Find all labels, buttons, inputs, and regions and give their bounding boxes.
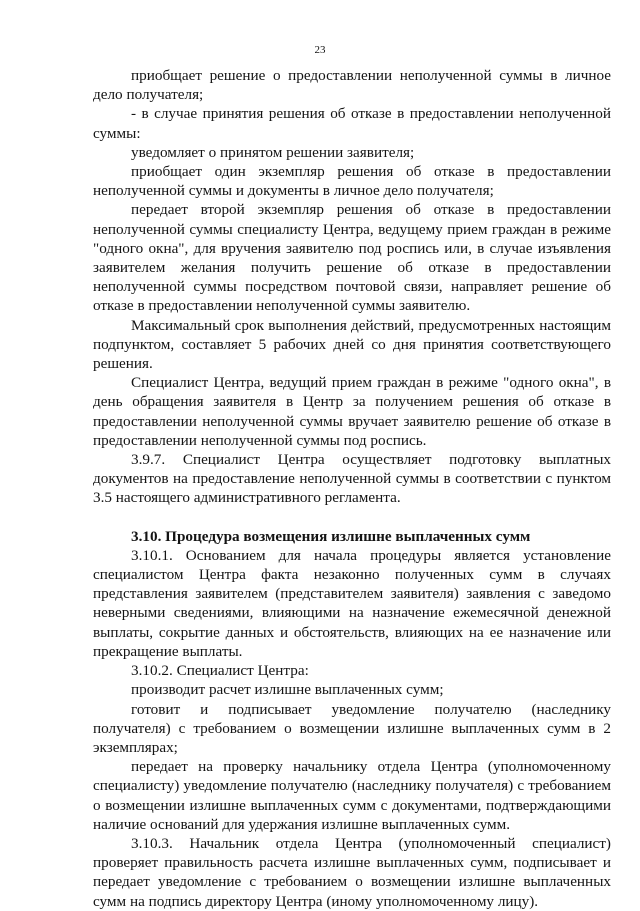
document-body bbox=[93, 66, 611, 911]
paragraph: производит расчет излишне выплаченных сумм; bbox=[131, 681, 444, 699]
paragraph: Максимальный срок выполнения действий, предусмотренных настоящим подпунктом, составляет 5 рабочих дней со дня принятия соответствующего решения. bbox=[93, 316, 611, 373]
paragraph: передает второй экземпляр решения об отказе в предоставлении неполученной суммы специалисту Центра, ведущему прием граждан в режиме "одного окна", для вручения заявителю под роспись или, в случае изъявления заявителем желания получить решение об отказе в предоставлении неполученной суммы посредством почтовой связи, направляет решение об отказе в предоставлении неполученной суммы заявителю. bbox=[93, 201, 611, 315]
paragraph: приобщает один экземпляр решения об отказе в предоставлении неполученной суммы и документы в личное дело получателя; bbox=[93, 163, 611, 200]
paragraph: 3.10.1. Основанием для начала процедуры является установление специалистом Центра факта незаконно полученных сумм в случаях представления заявителем (представителем заявителя) заявления с заведомо неверными сведениями, влияющими на назначение ежемесячной денежной выплаты, сокрытие данных и обстоятельств, влияющих на ее назначение или прекращение выплаты. bbox=[93, 546, 611, 660]
paragraph: 3.9.7. Специалист Центра осуществляет подготовку выплатных документов на предоставление неполученной суммы в соответствии с пунктом 3.5 настоящего административного регламента. bbox=[93, 451, 611, 507]
section-heading: 3.10. Процедура возмещения излишне выплаченных сумм bbox=[131, 527, 531, 545]
paragraph: приобщает решение о предоставлении неполученной суммы в личное дело получателя; bbox=[93, 67, 611, 104]
paragraph: уведомляет о принятом решении заявителя; bbox=[131, 143, 415, 161]
paragraph: - в случае принятия решения об отказе в предоставлении неполученной суммы: bbox=[93, 105, 611, 142]
paragraph: 3.10.3. Начальник отдела Центра (уполномоченный специалист) проверяет правильность расчета излишне выплаченных сумм, подписывает и передает уведомление с требованием о возмещении излишне выплаченных сумм на подпись директору Центра (иному уполномоченному лицу). bbox=[93, 834, 611, 910]
paragraph: готовит и подписывает уведомление получателю (наследнику получателя) с требованием о возмещении излишне выплаченных сумм в 2 экземплярах; bbox=[93, 700, 611, 756]
paragraph: передает на проверку начальнику отдела Центра (уполномоченному специалисту) уведомление получателю (наследнику получателя) с требованием о возмещении излишне выплаченных сумм с документами, подтверждающими наличие оснований для удержания излишне выплаченных сумм. bbox=[93, 758, 611, 833]
paragraph: 3.10.2. Специалист Центра: bbox=[131, 662, 309, 680]
page-number: 23 bbox=[314, 44, 326, 56]
paragraph: Специалист Центра, ведущий прием граждан в режиме "одного окна", в день обращения заявителя в Центр за получением решения об отказе в предоставлении неполученной суммы вручает заявителю решение об отказе в предоставлении неполученной суммы под роспись. bbox=[93, 374, 611, 449]
